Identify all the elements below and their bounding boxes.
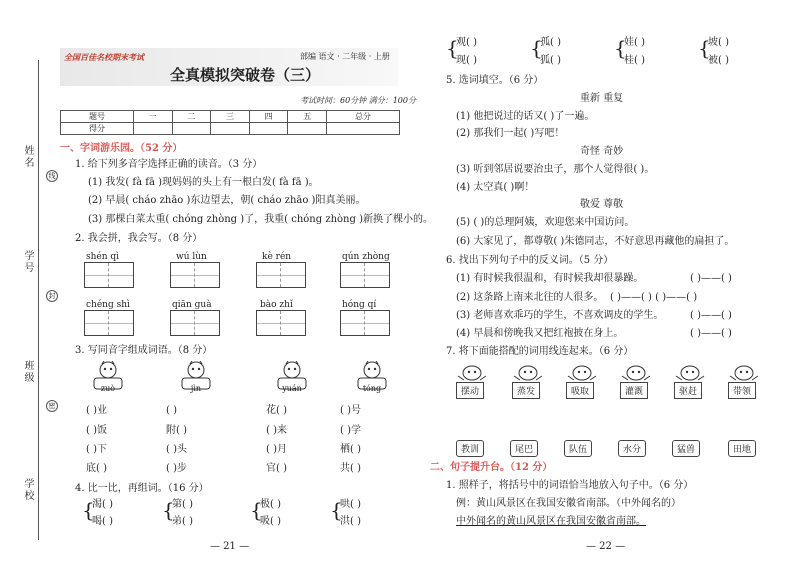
writing-grid[interactable] <box>84 310 134 336</box>
q3-cell: ( )来 <box>266 425 287 436</box>
pinyin: shén qì <box>86 252 120 262</box>
pinyin: qiān guà <box>172 300 212 310</box>
word-pair: 重新 重复 <box>580 93 624 104</box>
pinyin: wú lùn <box>176 252 207 262</box>
writing-grid[interactable] <box>256 262 306 288</box>
question-6: 6. 找出下列句子中的反义词。（5 分） <box>446 255 614 266</box>
match-word-top[interactable]: 摆动 <box>456 382 484 399</box>
writing-grid[interactable] <box>170 310 220 336</box>
class-label: 班级 <box>22 360 33 384</box>
score-cell[interactable] <box>249 123 288 135</box>
q4-cell: 喝( ) <box>92 516 113 527</box>
question-5: 5. 选词填空。（6 分） <box>446 75 544 86</box>
score-cell[interactable] <box>288 123 327 135</box>
match-word-bottom[interactable]: 田地 <box>728 440 756 457</box>
q3-cell: 花( ) <box>266 405 287 416</box>
q4-cell: 第( ) <box>172 499 193 510</box>
match-word-bottom[interactable]: 水分 <box>618 440 646 457</box>
top-cell: 桂( ) <box>624 55 645 66</box>
word-pair: 奇怪 奇妙 <box>580 146 624 157</box>
writing-grid[interactable] <box>340 310 390 336</box>
name-label: 姓名 <box>22 145 33 169</box>
score-header: 二 <box>172 111 211 123</box>
brace: { <box>530 36 543 60</box>
score-header: 总分 <box>326 111 399 123</box>
question-4: 4. 比一比，再组词。（16 分） <box>75 483 209 494</box>
sentence-question-1: 1. 照样子，将括号中的词语恰当地放入句子中。（6 分） <box>446 480 694 491</box>
score-cell[interactable] <box>326 123 399 135</box>
score-header: 四 <box>249 111 288 123</box>
seal-mark: 密 <box>46 400 58 412</box>
pinyin: kè rén <box>262 252 292 262</box>
q4-cell: 渴( ) <box>92 499 113 510</box>
question-3: 3. 写同音字组成词语。（8 分） <box>75 345 213 356</box>
match-word-bottom[interactable]: 尾巴 <box>510 440 538 457</box>
score-header: 题号 <box>61 111 134 123</box>
score-row-label: 得分 <box>61 123 134 135</box>
q4-cell: 极( ) <box>260 499 281 510</box>
antonym-blank[interactable]: ( )——( ) ( )——( ) <box>610 292 698 303</box>
writing-grid[interactable] <box>170 262 220 288</box>
q3-cell: ( )业 <box>86 405 107 416</box>
example-answer: 中外闻名的黄山风景区在我国安徽省南部。 <box>456 516 646 527</box>
pinyin: chéng shì <box>86 300 130 310</box>
score-header: 一 <box>133 111 172 123</box>
top-cell: 娃( ) <box>624 37 645 48</box>
writing-grid[interactable] <box>340 262 390 288</box>
q4-cell: 吸( ) <box>260 516 281 527</box>
page-number: — 21 — <box>210 541 250 552</box>
score-header: 三 <box>211 111 250 123</box>
antonym-blank[interactable]: ( )——( ) <box>690 273 732 284</box>
question-1: 1. 给下列多音字选择正确的读音。（3 分） <box>75 159 263 170</box>
q3-cell: 底( ) <box>86 463 107 474</box>
section-heading: 二、句子提升台。（12 分） <box>430 462 553 473</box>
pinyin: qún zhòng <box>342 252 390 262</box>
q1-line: (1) 我发( fà fā )现妈妈的头上有一根白发( fà fā )。 <box>88 177 319 188</box>
q5-line: (4) 太空真( )啊！ <box>456 182 535 193</box>
match-word-top[interactable]: 蒸发 <box>512 382 540 399</box>
brace: { <box>698 36 711 60</box>
binding-line <box>38 60 39 540</box>
q5-line: (1) 他把说过的话又( )了一遍。 <box>456 111 595 122</box>
seal-mark: 封 <box>46 290 58 302</box>
match-word-top[interactable]: 灌溉 <box>620 382 648 399</box>
top-cell: 孤( ) <box>540 37 561 48</box>
q6-line: (4) 早晨和傍晚我又把红袍披在身上。 <box>456 328 624 339</box>
match-word-top[interactable]: 吸取 <box>566 382 594 399</box>
tiger-pinyin: jìn <box>190 384 202 393</box>
q3-cell: ( ) <box>166 405 177 416</box>
q3-cell: 官( ) <box>266 463 287 474</box>
q3-cell: ( )学 <box>340 425 361 436</box>
pinyin: bào zhǐ <box>260 300 293 310</box>
question-7: 7. 将下面能搭配的词用线连起来。（6 分） <box>446 346 634 357</box>
brace: { <box>162 498 175 522</box>
q3-cell: ( )头 <box>166 444 187 455</box>
q4-cell: 哄( ) <box>340 499 361 510</box>
student-number-label: 学号 <box>22 250 33 274</box>
q1-line: (2) 早晨( cháo zhāo )东边望去，朝( cháo zhāo )阳真美丽。 <box>88 195 366 206</box>
match-word-top[interactable]: 驱赶 <box>674 382 702 399</box>
pinyin: hóng qí <box>342 300 377 310</box>
q3-cell: 附( ) <box>166 425 187 436</box>
score-table <box>60 110 400 135</box>
brace: { <box>330 498 343 522</box>
time-info: 考试时间：60分钟 满分：100分 <box>300 96 416 105</box>
question-2: 2. 我会拼，我会写。（8 分） <box>75 233 203 244</box>
top-cell: 现( ) <box>456 55 477 66</box>
q5-line: (6) 大家见了，都尊敬( )朱德同志，不好意思再藏他的扁担了。 <box>456 236 735 247</box>
writing-grid[interactable] <box>256 310 306 336</box>
badge: 全国百佳名校期末考试 <box>64 52 144 62</box>
tiger-pinyin: yuán <box>282 384 302 393</box>
q3-cell: 共( ) <box>340 463 361 474</box>
word-pair: 敬爱 尊敬 <box>580 199 624 210</box>
page-title: 全真模拟突破卷（三） <box>170 66 321 84</box>
score-header: 五 <box>288 111 327 123</box>
seal-mark: 线 <box>46 170 58 182</box>
antonym-blank[interactable]: ( )——( ) <box>690 328 732 339</box>
page-number: — 22 — <box>586 541 626 552</box>
top-cell: 观( ) <box>456 37 477 48</box>
writing-grid[interactable] <box>84 262 134 288</box>
top-cell: 狐( ) <box>540 55 561 66</box>
brace: { <box>82 498 95 522</box>
edition: 部编 语文 · 二年级 · 上册 <box>300 52 390 61</box>
q5-line: (2) 那我们一起( )写吧！ <box>456 128 565 139</box>
top-cell: 被( ) <box>708 55 729 66</box>
example: 例：黄山风景区在我国安徽省南部。（中外闻名的） <box>456 498 681 509</box>
q3-cell: 栖( ) <box>340 444 361 455</box>
match-word-bottom[interactable]: 教训 <box>456 440 484 457</box>
q5-line: (3) 听到邻居说要治虫子，那个人觉得很( )。 <box>456 164 655 175</box>
match-word-bottom[interactable]: 猛兽 <box>672 440 700 457</box>
match-word-bottom[interactable]: 队伍 <box>564 440 592 457</box>
q4-cell: 弟( ) <box>172 516 193 527</box>
tiger-pinyin: zuò <box>100 384 116 393</box>
q1-line: (3) 那棵白菜太重( chóng zhòng )了，我重( chóng zhòng )新换了棵小的。 <box>88 214 433 225</box>
score-cell[interactable] <box>172 123 211 135</box>
q3-cell: ( )步 <box>166 463 187 474</box>
match-word-top[interactable]: 带领 <box>728 382 756 399</box>
antonym-blank[interactable]: ( )——( ) <box>690 310 732 321</box>
tiger-pinyin: tóng <box>362 384 382 393</box>
q3-cell: ( )饭 <box>86 425 107 436</box>
q6-line: (1) 有时候我很温和，有时候我却很暴躁。 <box>456 273 644 284</box>
q4-cell: 洪( ) <box>340 516 361 527</box>
q5-line: (5) ( )的总理阿姨，欢迎您来中国访问。 <box>456 217 635 228</box>
q6-line: (3) 老师喜欢乖巧的学生，不喜欢调皮的学生。 <box>456 310 664 321</box>
q6-line: (2) 这条路上南来北往的人很多。 <box>456 292 604 303</box>
q3-cell: ( )号 <box>340 405 361 416</box>
brace: { <box>446 36 459 60</box>
school-label: 学校 <box>22 478 33 502</box>
q3-cell: ( )下 <box>86 444 107 455</box>
top-cell: 坡( ) <box>708 37 729 48</box>
brace: { <box>250 498 263 522</box>
q3-cell: ( )月 <box>266 444 287 455</box>
section-heading: 一、字词游乐园。（52 分） <box>60 143 183 154</box>
score-cell[interactable] <box>133 123 172 135</box>
brace: { <box>614 36 627 60</box>
score-cell[interactable] <box>211 123 250 135</box>
